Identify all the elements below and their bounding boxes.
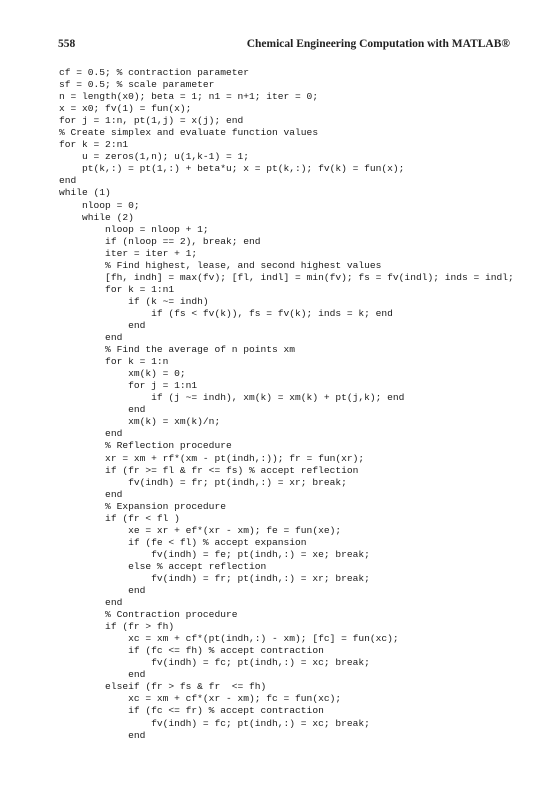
code-line: if (fc <= fr) % accept contraction: [59, 705, 324, 717]
code-line: u = zeros(1,n); u(1,k-1) = 1;: [59, 151, 249, 163]
code-line: if (nloop == 2), break; end: [59, 235, 261, 247]
code-line: else % accept reflection: [59, 560, 267, 572]
code-line: elseif (fr > fs & fr <= fh): [59, 681, 267, 693]
code-line: xe = xr + ef*(xr - xm); fe = fun(xe);: [59, 524, 342, 536]
code-line: while (1): [59, 187, 111, 199]
code-line: n = length(x0); beta = 1; n1 = n+1; iter = 0;: [59, 91, 319, 103]
code-line: xc = xm + cf*(xr - xm); fc = fun(xc);: [59, 693, 342, 705]
code-line: fv(indh) = fr; pt(indh,:) = xr; break;: [59, 476, 347, 488]
code-line: xr = xm + rf*(xm - pt(indh,:)); fr = fun(xr);: [59, 452, 365, 464]
code-line: nloop = 0;: [59, 199, 140, 211]
code-line: end: [59, 488, 123, 500]
code-line: if (fr >= fl & fr <= fs) % accept reflection: [59, 464, 359, 476]
code-line: end: [59, 332, 123, 344]
code-line: end: [59, 319, 146, 331]
code-line: end: [59, 428, 123, 440]
code-line: for k = 1:n: [59, 356, 169, 368]
code-line: if (fs < fv(k)), fs = fv(k); inds = k; end: [59, 307, 393, 319]
code-line: for k = 1:n1: [59, 283, 175, 295]
page-number: 558: [58, 38, 76, 50]
code-line: fv(indh) = fc; pt(indh,:) = xc; break;: [59, 657, 370, 669]
code-line: xc = xm + cf*(pt(indh,:) - xm); [fc] = fun(xc);: [59, 633, 399, 645]
code-line: % Expansion procedure: [59, 500, 226, 512]
code-line: % Create simplex and evaluate function values: [59, 127, 319, 139]
code-line: if (fr > fh): [59, 621, 175, 633]
code-line: if (fc <= fh) % accept contraction: [59, 645, 324, 657]
code-line: end: [59, 597, 123, 609]
code-line: if (fe < fl) % accept expansion: [59, 536, 307, 548]
running-title: Chemical Engineering Computation with MATLAB®: [246, 38, 510, 50]
code-line: end: [59, 585, 146, 597]
code-line: while (2): [59, 211, 134, 223]
code-line: % Contraction procedure: [59, 609, 238, 621]
code-line: cf = 0.5; % contraction parameter: [59, 67, 249, 78]
code-line: fv(indh) = fr; pt(indh,:) = xr; break;: [59, 572, 370, 584]
code-line: fv(indh) = fe; pt(indh,:) = xe; break;: [59, 548, 370, 560]
code-line: for j = 1:n1: [59, 380, 198, 392]
code-line: % Reflection procedure: [59, 440, 232, 452]
code-line: xm(k) = 0;: [59, 368, 186, 380]
code-line: if (k ~= indh): [59, 295, 209, 307]
code-line: end: [59, 404, 146, 416]
code-line: if (fr < fl ): [59, 512, 180, 524]
code-line: xm(k) = xm(k)/n;: [59, 416, 221, 428]
code-line: end: [59, 729, 146, 741]
code-line: pt(k,:) = pt(1,:) + beta*u; x = pt(k,:); fv(k) = fun(x);: [59, 163, 405, 175]
code-line: nloop = nloop + 1;: [59, 223, 209, 235]
code-line: for k = 2:n1: [59, 139, 129, 151]
code-line: fv(indh) = fc; pt(indh,:) = xc; break;: [59, 717, 370, 729]
code-line: x = x0; fv(1) = fun(x);: [59, 103, 192, 115]
code-line: end: [59, 175, 77, 187]
code-line: % Find highest, lease, and second highest values: [59, 259, 382, 271]
code-line: iter = iter + 1;: [59, 247, 198, 259]
code-line: [fh, indh] = max(fv); [fl, indl] = min(fv); fs = fv(indl); inds = indl;: [59, 271, 514, 283]
code-line: % Find the average of n points xm: [59, 344, 296, 356]
code-listing: [59, 67, 529, 742]
code-line: for j = 1:n, pt(1,j) = x(j); end: [59, 115, 244, 127]
code-line: if (j ~= indh), xm(k) = xm(k) + pt(j,k); end: [59, 392, 405, 404]
page-header: [58, 38, 510, 54]
code-line: sf = 0.5; % scale parameter: [59, 79, 215, 91]
code-line: end: [59, 669, 146, 681]
